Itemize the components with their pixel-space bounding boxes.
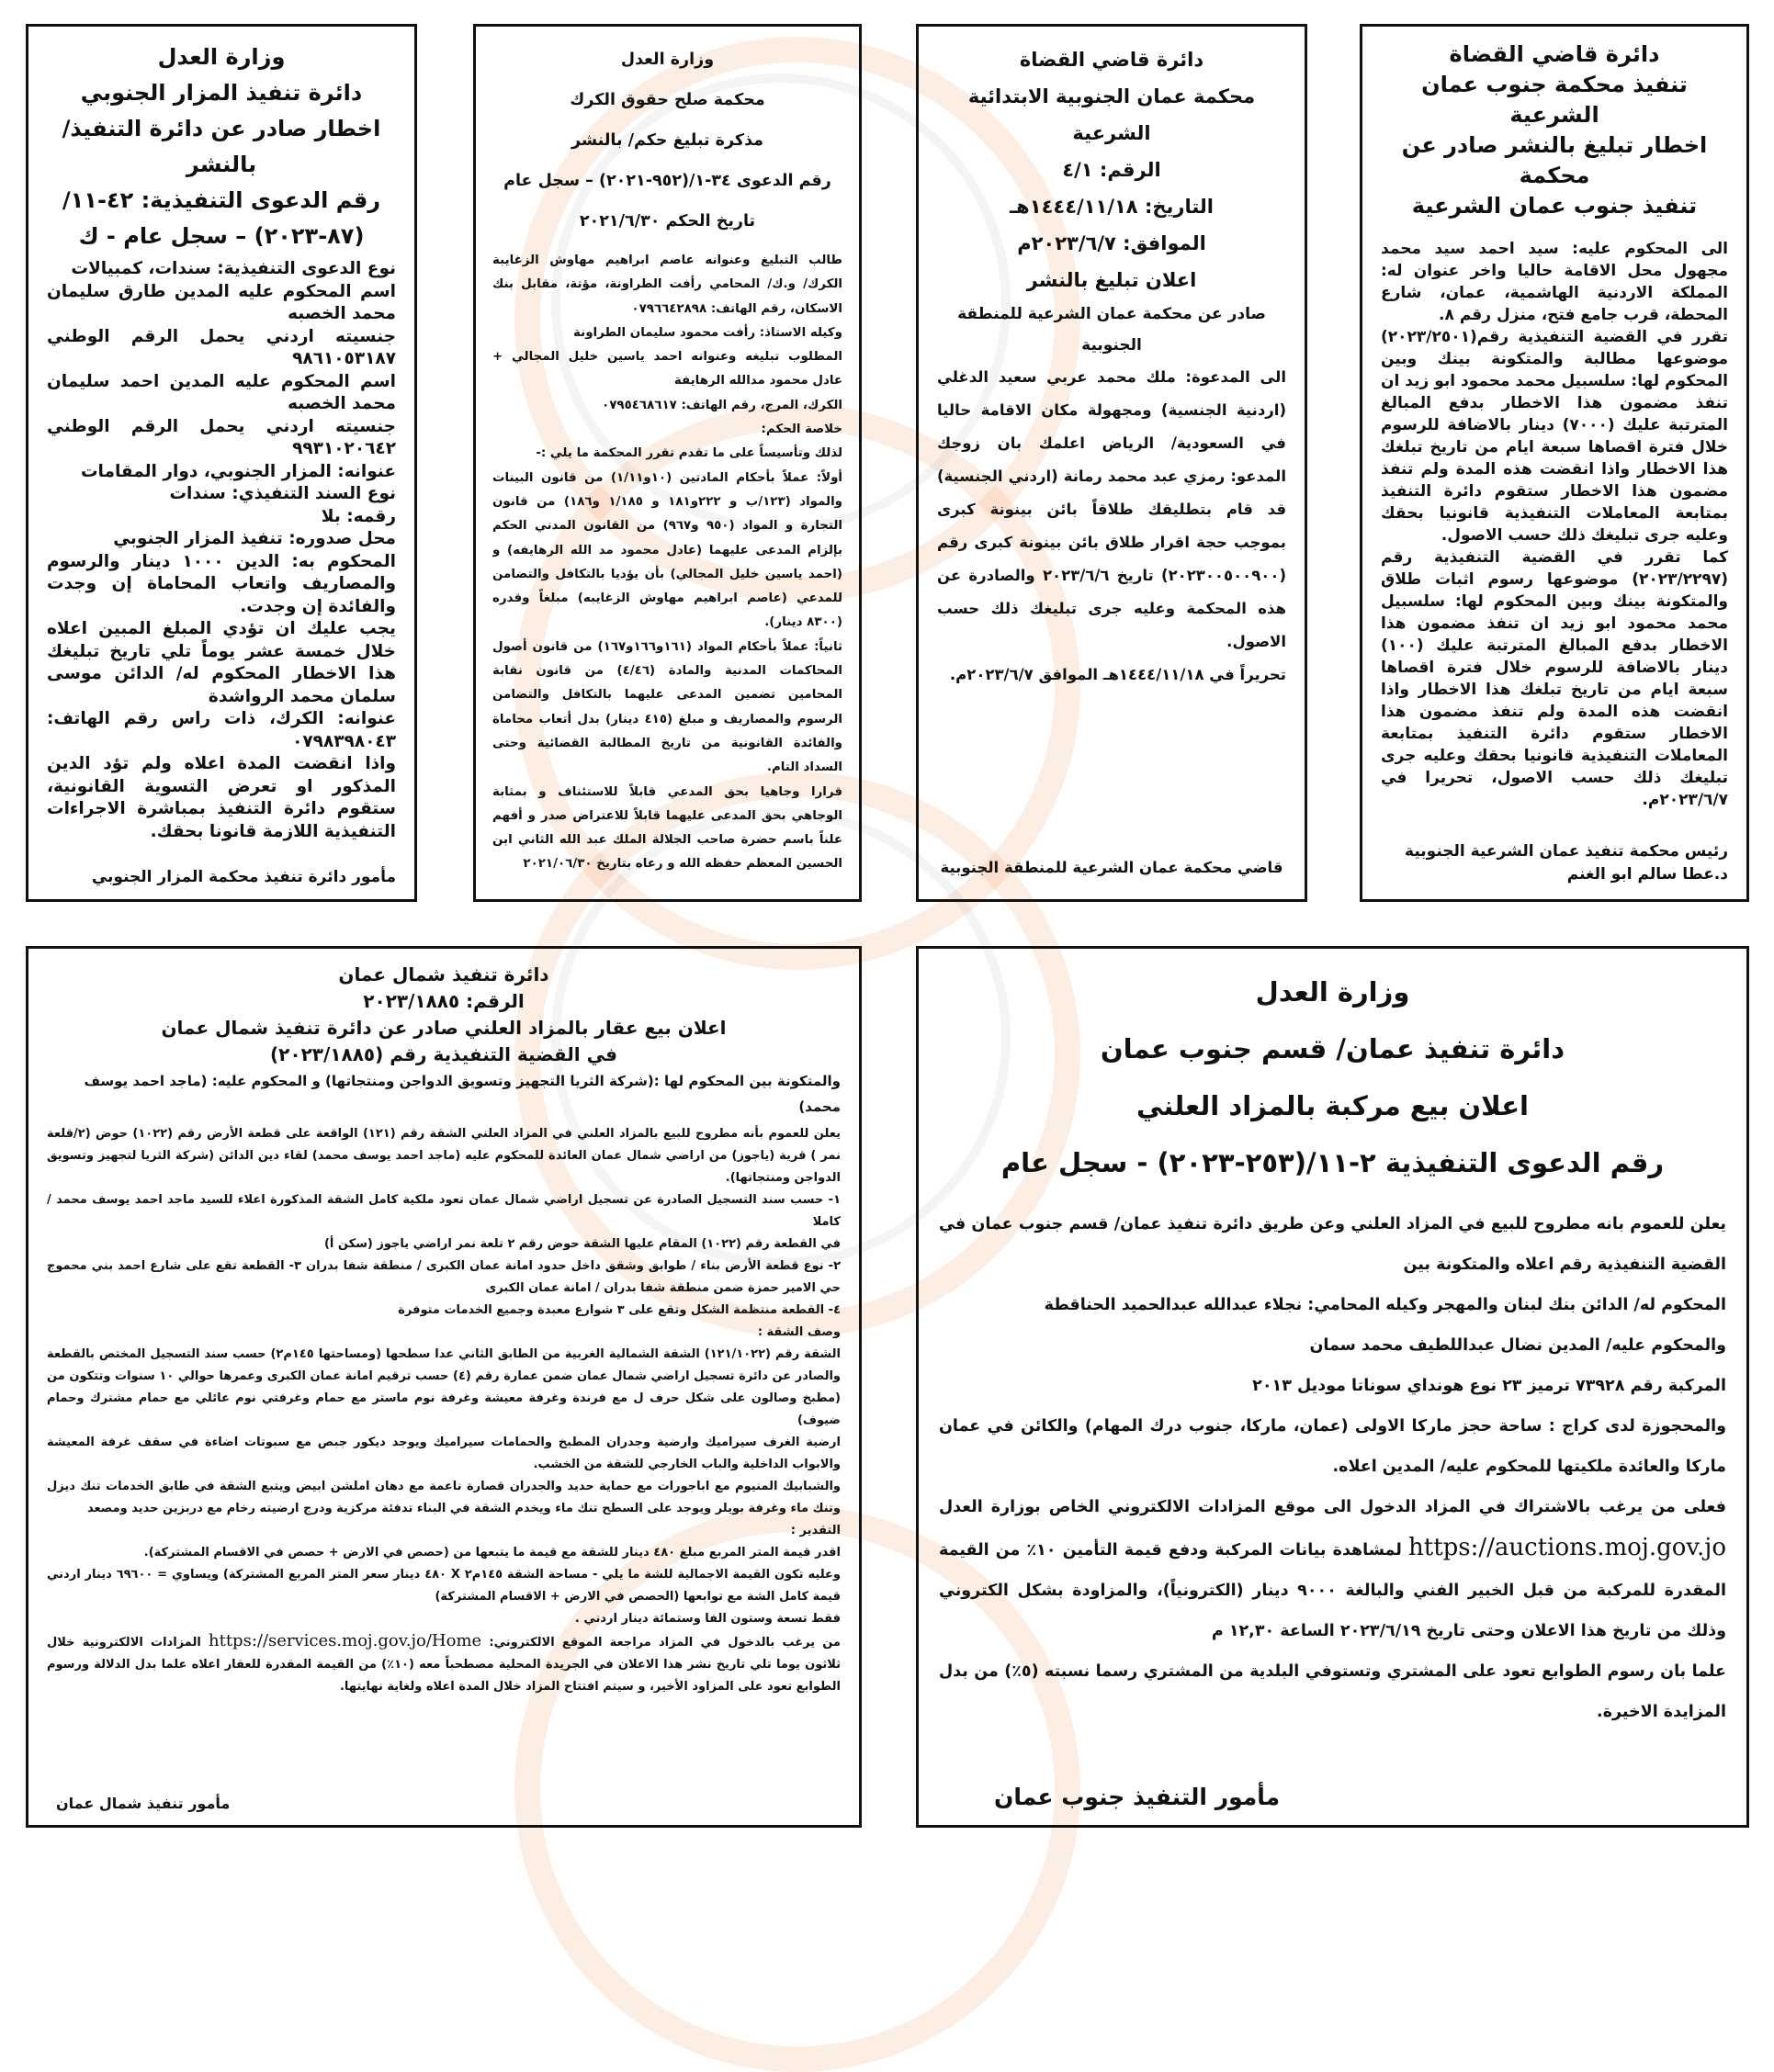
notice-title: تنفيذ جنوب عمان الشرعية	[1411, 193, 1698, 219]
notice-south-amman-sharia-execution	[1360, 24, 1749, 902]
notice-title: دائرة قاضي القضاة	[1449, 41, 1660, 67]
notice-title: دائرة تنفيذ عمان/ قسم جنوب عمان	[1100, 1033, 1565, 1064]
notice-paragraph: لذلك وتأسيساً على ما تقدم تقرر المحكمة ما يلي :-	[536, 446, 842, 461]
notice-title: وزارة العدل	[1255, 976, 1410, 1008]
notice-paragraph: والمحجوزة لدى كراج : ساحة حجز ماركا الاولى (عمان، ماركا، جنوب درك المهام) والكائن في عمان ماركا والعائدة ملكيتها للمحكوم عليه/ المدين اعلاه.	[939, 1417, 1726, 1476]
notice-paragraph: جنسيته اردني يحمل الرقم الوطني ٩٨٦١٠٥٣١٨٧	[47, 326, 396, 368]
notice-title: رقم الدعوى ٣٤-١/(٩٥٢-٢٠٢١) – سجل عام	[503, 172, 831, 190]
notice-title: اخطار صادر عن دائرة التنفيذ/ بالنشر	[62, 116, 381, 177]
parties: والمتكونة بين المحكوم لها :(شركة الثريا التجهيز وتسويق الدواجن ومنتجاتها) و المحكوم عليه: (ماجد احمد يوسف محمد)	[84, 1073, 841, 1115]
notice-paragraph: محل صدوره: تنفيذ المزار الجنوبي	[113, 529, 396, 548]
notice-paragraph: خلاصة الحكم:	[761, 422, 842, 437]
notice-paragraph: المركبة رقم ٧٣٩٢٨ ترميز ٢٣ نوع هونداي سوناتا موديل ٢٠١٣	[1252, 1377, 1726, 1395]
notice-paragraph: قرارا وجاهيا بحق المدعي قابلاً للاستئناف و بمثابة الوجاهي بحق المدعى عليهما قابلاً للاعتراض صدر و أفهم علناً باسم حضرة صاحب الجلالة الملك عبد الله الثاني ابن الحسين المعظم حفظه الله و رعاه بتاريخ ٢٠٢١/٠٦/٣٠	[492, 784, 842, 872]
notice-title: رقم الدعوى التنفيذية: ٤٢-١١/	[62, 187, 381, 213]
site-paragraph	[47, 1630, 841, 1698]
auction-text: فعلى من يرغب بالاشتراك في المزاد الدخول الى موقع المزادات الالكتروني الخاص بوزارة العدل	[939, 1498, 1726, 1516]
notice-paragraph: رقمه: بلا	[321, 506, 396, 526]
notice-amman-south-sharia-court	[916, 24, 1307, 902]
notice-title: الموافق: ٢٠٢٣/٦/٧م	[1017, 232, 1206, 254]
notice-paragraph: وصف الشقة :	[757, 1325, 841, 1339]
notice-paragraph: فقط تسعة وستون الفا وستمائة دينار اردني .	[574, 1612, 841, 1626]
notice-paragraph: طالب التبليغ وعنوانه عاصم ابراهيم مهاوش الزغايبة الكرك/ و.ك/ المحامي رأفت الطراونة، مؤتة، مقابل بنك الاسكان، رقم الهاتف: ٠٧٩٦٦٤٢٨٩٨	[492, 253, 842, 316]
notice-title: دائرة قاضي القضاة	[1019, 49, 1204, 71]
signature: د.عطا سالم ابو الغنم	[1566, 865, 1728, 884]
notice-paragraph: ٤- القطعة منتظمة الشكل وتقع على ٣ شوارع معبدة وجميع الخدمات متوفرة	[398, 1303, 841, 1317]
notice-paragraph: الشقة رقم (١٢١/١٠٢٢) الشقة الشمالية الغربية من الطابق الثاني عدا سطحها (ومساحتها ١٤٥م٢) حسب سند التسجيل المختص بالقطعة والصادر عن دائرة تسجيل اراضي شمال عمان ضمن عمارة رقم (٤) حسب ترقيم امانة عمان الكبرى وعمرها حوالي ١٠ سنوات وتتكون من (مطبخ وصالون على شكل حرف ل مع فرندة وغرفة معيشة وغرفة نوم ماستر مع حمام وغرفتي نوم عائلي مع حمام مشترك وحمام ضيوف)	[47, 1347, 841, 1427]
notice-paragraph: والشبابيك المنيوم مع اباجورات مع حماية حديد والجدران قصارة ناعمة مع دهان املشن ابيض ويتبع الشقة في طابق الخدمات تنك ديزل وتنك ماء وغرفة بويلر ويوجد على السطح تنك ماء ويخدم الشقة في البناء تدفئة مركزية ودرج ارضيته رخام مع دربزين حديد ومصعد	[47, 1480, 841, 1515]
site-text: من يرغب بالدخول في المزاد مراجعة الموقع الالكتروني:	[489, 1636, 841, 1650]
notice-paragraph: المحكوم له/ الدائن بنك لبنان والمهجر وكيله المحامي: نجلاء عبدالله عبدالحميد الحناقطة	[1044, 1296, 1726, 1314]
notice-paragraph: ٢- نوع قطعة الأرض بناء / طوابق وشقق داخل حدود امانة عمان الكبرى / منطقة شفا بدران ٣- القطعة تقع على شارع احمد بني محموج حي الامير حمزة ضمن منطقة شفا بدران / امانة عمان الكبرى	[47, 1259, 841, 1295]
notice-paragraph: الكرك، المرج، رقم الهاتف: ٠٧٩٥٤٦٨٦١٧	[602, 398, 842, 412]
auction-url-link[interactable]: https://auctions.moj.gov.jo	[1408, 1534, 1726, 1561]
notice-paragraph: ١- حسب سند التسجيل الصادرة عن تسجيل اراضي شمال عمان تعود ملكية كامل الشقة المذكورة اعلاء للسيد ماجد احمد يوسف محمد / كاملا	[47, 1193, 841, 1229]
signature: قاضي محكمة عمان الشرعية للمنطقة الجنوبية	[940, 859, 1283, 876]
notice-paragraph: اسم المحكوم عليه المدين طارق سليمان محمد الخصبه	[47, 281, 396, 323]
notice-content	[937, 41, 1286, 851]
notice-paragraph: اسم المحكوم عليه المدين احمد سليمان محمد الخصبه	[47, 371, 396, 413]
notice-paragraph: اقدر قيمة المتر المربع مبلغ ٤٨٠ دينار للشقة مع قيمة ما يتبعها من (حصص في الارض + حصص في الاقسام المشتركة).	[143, 1546, 841, 1560]
notice-title: وزارة العدل	[620, 51, 715, 69]
notice-title: اعلان تبليغ بالنشر	[1026, 269, 1197, 291]
notice-title: محكمة عمان الجنوبية الابتدائية الشرعية	[967, 85, 1256, 144]
notice-paragraph: ثانياً: عملاً بأحكام المواد (١٦١و١٦٦و١٦٧) من قانون أصول المحاكمات المدنية والمادة (٤/٤٦) من قانون نقابة المحامين تضمين المدعى عليهما بالتكافل والتضامن الرسوم والمصاريف و مبلغ (٤١٥ دينار) بدل أتعاب محاماة والفائدة القانونية من تاريخ المطالبة القضائية وحتى السداد التام.	[492, 639, 842, 775]
notice-paragraph: التقدير :	[790, 1524, 841, 1537]
notice-content	[1381, 39, 1728, 831]
notice-title: التاريخ: ١٤٤٤/١١/١٨هـ	[1010, 196, 1214, 218]
auction-paragraph	[939, 1487, 1726, 1651]
notice-title: دائرة تنفيذ شمال عمان	[338, 963, 549, 985]
notice-content	[47, 39, 396, 868]
notice-paragraph: الى المدعوة: ملك محمد عربي سعيد الدغلي (اردنية الجنسية) ومجهولة مكان الاقامة حاليا في السعودية/ الرياض اعلمك بان زوجك المدعو: رمزي عبد محمد رمانة (اردني الجنسية) قد قام بتطليقك طلاقاً بائن بينونة كبرى بموجب حجة اقرار طلاق بائن بينونة كبرى رقم (٢٠٢٣٠٠٥٠٠٩٠٠) تاريخ ٢٠٢٣/٦/٦ والصادرة عن هذه المحكمة وعليه جرى تبليغك ذلك حسب الاصول.	[937, 368, 1286, 650]
notice-paragraph: تقرر في القضية التنفيذية رقم(٢٠٢٣/٢٥٠١) موضوعها مطالبة والمتكونة بينك وبين المحكوم لها: سلسبيل محمد محمود ابو زيد ان تنفذ مضمون هذا الاخطار بدفع المبالغ المترتبة عليك (٧٠٠٠) دينار بالاضافة للرسوم خلال فترة اقصاها سبعة ايام من تاريخ تبلغك هذا الاخطار واذا انقضت هذه المدة ولم تنفذ مضمون هذا الاخطار ستقوم دائرة التنفيذ بمتابعة المعاملات التنفيذية قانونيا بحقك وعليه جرى تبليغك ذلك حسب الاصول.	[1381, 328, 1728, 545]
notice-paragraph: أولاً: عملاً بأحكام المادتين (١٠و١/١١) من قانون البينات والمواد (١٢٣/ب و ٢٢٢و١٨١ و ١/١٨٥ و١٨٦) من قانون التجارة و المواد (٩٥٠ و٩٦٧) من القانون المدني الحكم بإلزام المدعى عليهما (عادل محمود مد الله الرهايفه) و (احمد ياسين خليل المجالي) بأن يؤديا بالتكافل والتضامن للمدعي (عاصم ابراهيم مهاوش الزغايبه) مبلغاً وقدره (٨٣٠٠ دينار).	[492, 470, 842, 630]
notice-paragraph: وعليه تكون القيمة الاجمالية للشة ما يلي - مساحة الشقة ١٤٥م٢ X ٤٨٠ دينار سعر المتر المربع المشتركة) ويساوي = ٦٩٦٠٠ دينار اردني قيمة كامل الشة مع توابعها (الحصص في الارض + الاقسام المشتركة)	[47, 1568, 841, 1604]
notice-karak-magistrate-court	[473, 24, 862, 902]
signature: مأمور دائرة تنفيذ محكمة المزار الجنوبي	[91, 868, 396, 886]
signature: مأمور تنفيذ شمال عمان	[56, 1795, 231, 1812]
notice-paragraph: والمحكوم عليه/ المدين نضال عبداللطيف محمد سمان	[1309, 1336, 1726, 1355]
notice-title: رقم الدعوى التنفيذية ٢-١١/(٢٥٣-٢٠٢٣) - سجل عام	[1000, 1147, 1665, 1178]
notice-paragraph: يجب عليك ان تؤدي المبلغ المبين اعلاه خلال خمسة عشر يوماً تلي تاريخ تبليغك هذا الاخطار المحكوم له/ الدائن موسى سلمان محمد الرواشدة	[47, 619, 396, 706]
notice-title: اخطار تبليغ بالنشر صادر عن محكمة	[1401, 132, 1708, 188]
auction-text: لمشاهدة بيانات المركبة ودفع قيمة التأمين ١٠٪ من القيمة المقدرة للمركبة من قبل الخبير الفني والبالغة ٩٠٠٠ دينار (الكترونياً)، والمزاودة بشكل الكتروني وذلك من تاريخ هذا الاعلان وحتى تاريخ ٢٠٢٣/٦/١٩ الساعة ١٢,٣٠ م	[939, 1541, 1726, 1640]
notice-title: مذكرة تبليغ حكم/ بالنشر	[571, 131, 764, 150]
signature: رئيس محكمة تنفيذ عمان الشرعية الجنوبية	[1405, 842, 1728, 861]
notice-paragraph: جنسيته اردني يحمل الرقم الوطني ٩٩٣١٠٢٠٦٤٢	[47, 416, 396, 458]
notice-paragraph: عنوانه: الكرك، ذات راس رقم الهاتف: ٠٧٩٨٣٩٨٠٤٣	[47, 709, 396, 751]
notice-property-auction-north-amman	[26, 946, 862, 1828]
notice-title: اعلان بيع عقار بالمزاد العلني صادر عن دائرة تنفيذ شمال عمان	[161, 1017, 727, 1039]
notice-paragraph: ارضية الغرف سيراميك وارضية وجدران المطبخ والحمامات سيراميك ويوجد ديكور جبص مع سبوتات اضاءة في سقف غرفة المعيشة والابواب الداخلية والباب الخارجي للشقة من الخشب.	[47, 1436, 841, 1471]
notice-south-mazar-execution	[26, 24, 417, 902]
notice-paragraph: المحكوم به: الدين ١٠٠٠ دينار والرسوم والمصاريف واتعاب المحاماة إن وجدت والفائدة إن وجدت.	[47, 551, 396, 616]
signature: مأمور التنفيذ جنوب عمان	[994, 1784, 1281, 1810]
notice-content	[939, 963, 1726, 1784]
notice-paragraph: نوع الدعوى التنفيذية: سندات، كمبيالات	[71, 259, 396, 278]
notice-content	[492, 39, 842, 886]
notice-title: تنفيذ محكمة جنوب عمان الشرعية	[1421, 72, 1688, 128]
notice-title: محكمة صلح حقوق الكرك	[570, 91, 765, 109]
notice-paragraph: يعلن للعموم بانه مطروح للبيع في المزاد العلني وعن طريق دائرة تنفيذ عمان/ قسم جنوب عمان في القضية التنفيذية رقم اعلاه والمتكونة بين	[939, 1215, 1726, 1274]
notice-paragraph: كما تقرر في القضية التنفيذية رقم (٢٠٢٣/٢٢٩٧) موضوعها رسوم اثبات طلاق والمتكونة بينك وبين المحكوم لها: سلسبيل محمد محمود ابو زيد ان تنفذ مضمون هذا الاخطار بدفع المبالغ المترتبة عليك (١٠٠) دينار بالاضافة للرسوم خلال فترة اقصاها سبعة ايام من تاريخ تبلغك هذا الاخطار واذا انقضت هذه المدة ولم تنفذ مضمون هذا الاخطار ستقوم دائرة التنفيذ بمتابعة المعاملات التنفيذية قانونيا بحقك وعليه جرى تبليغك ذلك حسب الاصول، تحريرا في ٢٠٢٣/٦/٧م.	[1381, 548, 1728, 809]
notice-content	[47, 962, 841, 1782]
notice-title: تاريخ الحكم ٢٠٢١/٦/٣٠	[579, 212, 756, 231]
notice-paragraph: في القطعة رقم (١٠٢٢) المقام عليها الشقة حوض رقم ٢ تلعة نمر اراضي ياجوز (سكن أ)	[323, 1237, 841, 1251]
notice-paragraph: واذا انقضت المدة اعلاه ولم تؤد الدين المذكور او تعرض التسوية القانونية، ستقوم دائرة التنفيذ بمباشرة الاجراءات التنفيذية اللازمة قانونا بحقك.	[47, 754, 396, 841]
site-url-link[interactable]: https://services.moj.gov.jo/Home	[209, 1631, 482, 1650]
notice-paragraph: المطلوب تبليغه وعنوانه احمد ياسين خليل المجالي + عادل محمود مدالله الرهايفة	[492, 350, 842, 388]
notice-paragraph: علما بان رسوم الطوابع تعود على المشتري وتستوفي البلدية من المشتري رسما نسبته (٥٪) من بدل المزايدة الاخيرة.	[939, 1662, 1726, 1721]
notice-title: اعلان بيع مركبة بالمزاد العلني	[1136, 1090, 1529, 1121]
notice-paragraph: عنوانه: المزار الجنوبي، دوار المقامات	[80, 461, 396, 481]
notice-paragraph: نوع السند التنفيذي: سندات	[169, 484, 396, 503]
notice-title: (٨٧-٢٠٢٣) – سجل عام - ك	[78, 223, 365, 249]
notice-paragraph: يعلن للعموم بأنه مطروح للبيع بالمزاد العلني في المزاد العلني الشقة رقم (١٢١) الواقعة على قطعة الأرض رقم (١٠٢٢) حوض (٢/قلعة نمر ) قرية (ياجوز) من اراضي شمال عمان العائدة للمحكوم عليه (ماجد احمد يوسف محمد) لقاء دين الدائن (شركة الثريا لتجهيز وتسويق الدواجن ومنتجاتها).	[47, 1127, 841, 1185]
notice-paragraph: تحريراً في ١٤٤٤/١١/١٨هـ الموافق ٢٠٢٣/٦/٧م.	[949, 666, 1286, 683]
notice-title: الرقم: ٤/١	[1062, 159, 1161, 181]
site-text: المزادات الالكترونية خلال ثلاثون يوما تلي تاريخ نشر هذا الاعلان في الجريدة المحلية مصطحباً معه (١٠٪) من القيمة المقدرة للعقار اعلاه علما بدل الدلالة ورسوم الطوابع تعود على المزاود الأخير، و سيتم افتتاح المزاد خلال المدة اعلاه ولغاية نهايتها.	[47, 1636, 841, 1694]
notice-title: الرقم: ٢٠٢٣/١٨٨٥	[363, 990, 525, 1012]
notice-title: وزارة العدل	[157, 44, 286, 70]
notice-paragraph: الى المحكوم عليه: سيد احمد سيد محمد مجهول محل الاقامة حاليا واخر عنوان له: المملكة الاردنية الهاشمية، عمان، شارع المحطة، قرب جامع فتح، منزل رقم ٨.	[1381, 240, 1728, 324]
notice-title: دائرة تنفيذ المزار الجنوبي	[80, 80, 363, 106]
notice-title: صادر عن محكمة عمان الشرعية للمنطقة الجنوبية	[957, 305, 1266, 355]
notice-vehicle-auction-south-amman	[916, 946, 1749, 1828]
notice-paragraph: وكيله الاستاذ: رأفت محمود سليمان الطراونة	[573, 325, 842, 340]
notice-title: في القضية التنفيذية رقم (٢٠٢٣/١٨٨٥)	[270, 1043, 617, 1065]
